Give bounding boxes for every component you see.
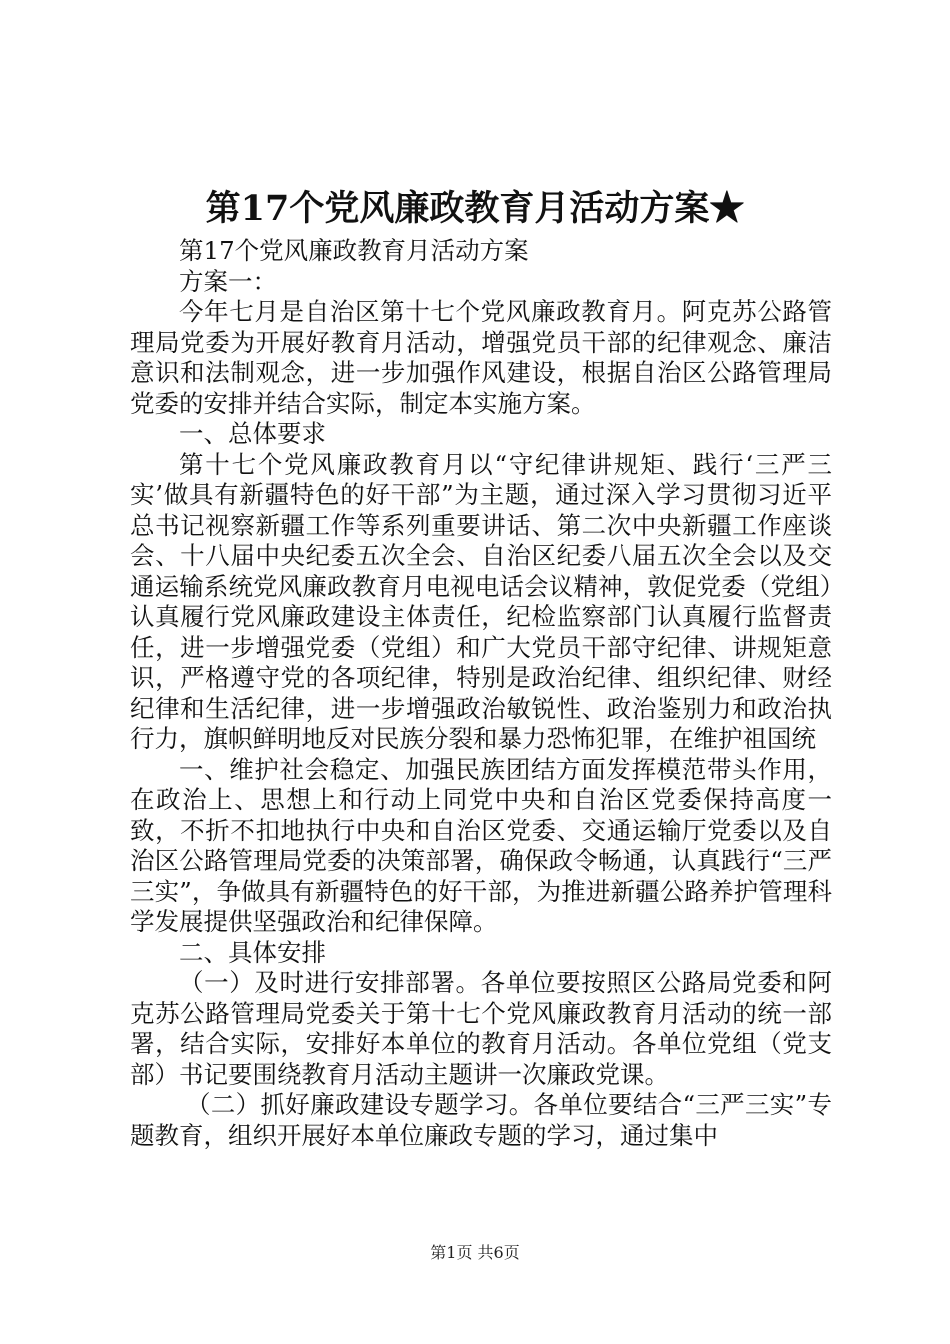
document-title: 第17个党风廉政教育月活动方案★ <box>205 188 745 229</box>
subtitle-paragraph: 第17个党风廉政教育月活动方案 <box>179 236 529 265</box>
intro-paragraph: 今年七月是自治区第十七个党风廉政教育月。阿克苏公路管理局党委为开展好教育月活动，增强党员干部的纪律观念、廉洁意识和法制观念，进一步加强作风建设，根据自治区公路管理局党委的安排并结合实际，制定本实施方案。 <box>130 297 832 418</box>
stability-paragraph: 一、维护社会稳定、加强民族团结方面发挥模范带头作用，在政治上、思想上和行动上同党中央和自治区党委保持高度一致，不折不扣地执行中央和自治区党委、交通运输厅党委以及自治区公路管理局党委的决策部署，确保政令畅通，认真践行“三严三实”，争做具有新疆特色的好干部，为推进新疆公路养护管理科学发展提供坚强政治和纪律保障。 <box>130 754 832 936</box>
section-heading-arrangements: 二、具体安排 <box>179 937 326 967</box>
arrangement-item-2: （二）抓好廉政建设专题学习。各单位要结合“三严三实”专题教育，组织开展好本单位廉政专题的学习，通过集中 <box>130 1090 832 1150</box>
general-requirements-paragraph: 第十七个党风廉政教育月以“守纪律讲规矩、践行‘三严三实’做具有新疆特色的好干部”为主题，通过深入学习贯彻习近平总书记视察新疆工作等系列重要讲话、第二次中央新疆工作座谈会、十八届中央纪委五次全会、自治区纪委八届五次全会以及交通运输系统党风廉政教育月电视电话会议精神，敦促党委（党组）认真履行党风廉政建设主体责任，纪检监察部门认真履行监督责任，进一步增强党委（党组）和广大党员干部守纪律、讲规矩意识，严格遵守党的各项纪律，特别是政治纪律、组织纪律、财经纪律和生活纪律，进一步增强政治敏锐性、政治鉴别力和政治执行力，旗帜鲜明地反对民族分裂和暴力恐怖犯罪，在维护祖国统 <box>130 449 832 753</box>
section-heading-general: 一、总体要求 <box>179 419 326 448</box>
plan-label-paragraph: 方案一： <box>179 266 277 296</box>
document-body <box>130 236 832 1151</box>
arrangement-item-1: （一）及时进行安排部署。各单位要按照区公路局党委和阿克苏公路管理局党委关于第十七个党风廉政教育月活动的统一部署，结合实际，安排好本单位的教育月活动。各单位党组（党支部）书记要围绕教育月活动主题讲一次廉政党课。 <box>130 968 832 1089</box>
page-footer: 第1页 共6页 <box>430 1243 520 1262</box>
